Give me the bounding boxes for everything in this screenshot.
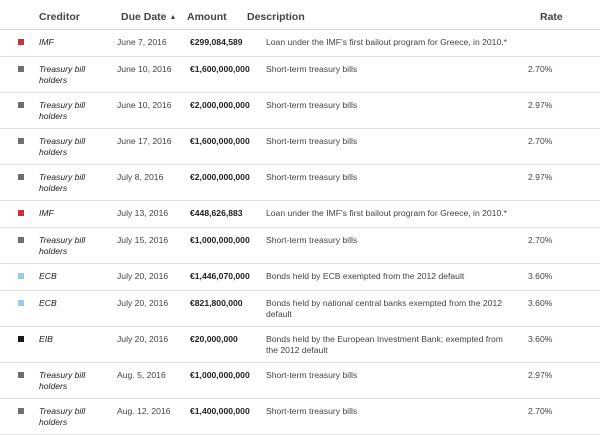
column-header-creditor[interactable]: Creditor [39, 11, 80, 23]
creditor-color-swatch [18, 273, 24, 279]
rate-cell: 3.60% [528, 298, 553, 308]
creditor-color-swatch [18, 210, 24, 216]
due-date-cell: July 20, 2016 [117, 298, 169, 308]
creditor-color-swatch [18, 39, 24, 45]
creditor-cell: ECB [39, 271, 57, 281]
description-cell: Short-term treasury bills [266, 100, 358, 110]
creditor-cell: Treasury bill holders [39, 136, 86, 157]
description-cell: Bonds held by national central banks exempted from the 2012 default [266, 298, 503, 319]
amount-cell: €1,400,000,000 [190, 406, 250, 416]
rate-cell: 3.60% [528, 271, 553, 281]
table-row [0, 30, 600, 57]
rate-cell: 2.70% [528, 136, 553, 146]
table-row [0, 57, 600, 93]
rate-cell: 2.70% [528, 235, 553, 245]
description-cell: Loan under the IMF's first bailout program for Greece, in 2010.* [266, 208, 507, 218]
description-cell: Short-term treasury bills [266, 172, 358, 182]
rate-cell: 2.97% [528, 100, 553, 110]
table-row [0, 363, 600, 399]
due-date-cell: June 17, 2016 [117, 136, 172, 146]
table-row [0, 399, 600, 435]
creditor-cell: IMF [39, 37, 54, 47]
rate-cell: 2.70% [528, 406, 553, 416]
creditor-cell: IMF [39, 208, 54, 218]
description-cell: Short-term treasury bills [266, 64, 358, 74]
description-cell: Bonds held by the European Investment Bank; exempted from the 2012 default [266, 334, 503, 355]
column-header-due-date-label: Due Date [121, 11, 167, 23]
amount-cell: €20,000,000 [190, 334, 238, 344]
creditor-cell: ECB [39, 298, 57, 308]
due-date-cell: Aug. 5, 2016 [117, 370, 166, 380]
rate-cell: 2.97% [528, 172, 553, 182]
due-date-cell: July 15, 2016 [117, 235, 169, 245]
table-row [0, 201, 600, 228]
creditor-cell: Treasury bill holders [39, 370, 86, 391]
due-date-cell: June 7, 2016 [117, 37, 167, 47]
creditor-cell: EIB [39, 334, 53, 344]
description-cell: Loan under the IMF's first bailout program for Greece, in 2010.* [266, 37, 507, 47]
creditor-cell: Treasury bill holders [39, 64, 86, 85]
due-date-cell: June 10, 2016 [117, 100, 172, 110]
table-row [0, 93, 600, 129]
amount-cell: €1,600,000,000 [190, 64, 250, 74]
description-cell: Short-term treasury bills [266, 370, 358, 380]
description-cell: Short-term treasury bills [266, 136, 358, 146]
table-row [0, 291, 600, 327]
amount-cell: €1,446,070,000 [190, 271, 250, 281]
column-header-due-date[interactable] [121, 11, 176, 23]
creditor-color-swatch [18, 372, 24, 378]
creditor-color-swatch [18, 174, 24, 180]
creditor-color-swatch [18, 138, 24, 144]
creditor-cell: Treasury bill holders [39, 235, 86, 256]
table-row [0, 264, 600, 291]
due-date-cell: Aug. 12, 2016 [117, 406, 171, 416]
rate-cell: 2.97% [528, 370, 553, 380]
table-row [0, 129, 600, 165]
column-header-rate[interactable]: Rate [540, 11, 563, 23]
table-row [0, 327, 600, 363]
description-cell: Short-term treasury bills [266, 235, 358, 245]
amount-cell: €1,600,000,000 [190, 136, 250, 146]
rate-cell: 3.60% [528, 334, 553, 344]
creditor-cell: Treasury bill holders [39, 406, 86, 427]
description-cell: Bonds held by ECB exempted from the 2012 default [266, 271, 465, 281]
amount-cell: €821,800,000 [190, 298, 243, 308]
creditor-color-swatch [18, 300, 24, 306]
rate-cell: 2.70% [528, 64, 553, 74]
amount-cell: €2,000,000,000 [190, 172, 250, 182]
table-body [0, 30, 600, 435]
creditor-color-swatch [18, 66, 24, 72]
creditor-color-swatch [18, 102, 24, 108]
table-row [0, 165, 600, 201]
amount-cell: €2,000,000,000 [190, 100, 250, 110]
amount-cell: €1,000,000,000 [190, 370, 250, 380]
amount-cell: €448,626,883 [190, 208, 243, 218]
description-cell: Short-term treasury bills [266, 406, 358, 416]
creditor-color-swatch [18, 336, 24, 342]
column-header-description[interactable]: Description [247, 11, 305, 23]
amount-cell: €1,000,000,000 [190, 235, 250, 245]
column-header-amount[interactable]: Amount [187, 11, 227, 23]
due-date-cell: July 8, 2016 [117, 172, 164, 182]
creditor-cell: Treasury bill holders [39, 100, 86, 121]
table-header [0, 0, 600, 30]
due-date-cell: June 10, 2016 [117, 64, 172, 74]
due-date-cell: July 20, 2016 [117, 271, 169, 281]
due-date-cell: July 20, 2016 [117, 334, 169, 344]
creditor-color-swatch [18, 237, 24, 243]
creditor-cell: Treasury bill holders [39, 172, 86, 193]
table-row [0, 228, 600, 264]
due-date-cell: July 13, 2016 [117, 208, 169, 218]
sort-ascending-icon: ▲ [169, 14, 177, 21]
amount-cell: €299,084,589 [190, 37, 243, 47]
